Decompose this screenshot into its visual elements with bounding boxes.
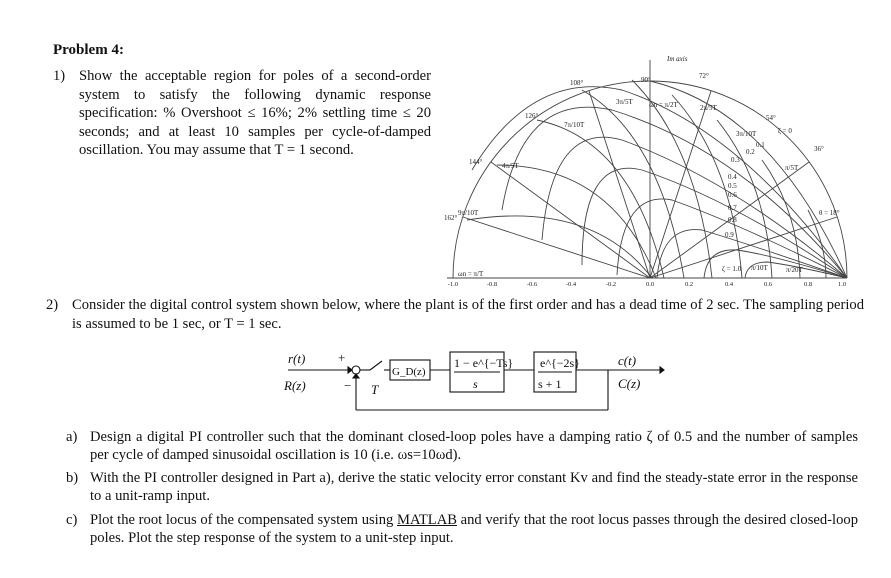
- question-1-text: Show the acceptable region for poles of a second-order system to satisfy the following dynamic response specification: % Overshoot ≤ 16%; 2% settling time ≤ 20 seconds; and at least 10 samples per cycle-of-damped oscillation. You may assume that T = 1 second.: [79, 68, 431, 159]
- plant-numerator: e^{−2s}: [540, 356, 580, 370]
- svg-text:π/20T: π/20T: [786, 266, 803, 274]
- svg-text:4π/5T: 4π/5T: [502, 162, 519, 170]
- svg-text:0.7: 0.7: [728, 204, 737, 212]
- svg-text:0.8: 0.8: [728, 216, 737, 224]
- question-1-number: 1): [53, 68, 66, 84]
- svg-text:7π/10T: 7π/10T: [564, 121, 585, 129]
- plus-sign: +: [338, 350, 346, 365]
- part-b-text: With the PI controller designed in Part a), derive the static velocity error constant Kv and find the steady-state error in the response to a unit-ramp input.: [90, 470, 858, 505]
- svg-text:3π/5T: 3π/5T: [616, 98, 633, 106]
- svg-text:0.2: 0.2: [746, 148, 755, 156]
- svg-text:ωn = π/2T: ωn = π/2T: [649, 101, 678, 109]
- svg-text:-1.0: -1.0: [447, 281, 459, 288]
- svg-text:π/10T: π/10T: [751, 264, 768, 272]
- svg-text:36°: 36°: [814, 145, 824, 153]
- svg-text:θ = 18°: θ = 18°: [819, 209, 840, 217]
- svg-text:54°: 54°: [766, 114, 776, 122]
- output-c-t: c(t): [618, 353, 637, 368]
- part-a-text: Design a digital PI controller such that the dominant closed-loop poles have a damping ratio ζ of 0.5 and the number of samples per cycle of damped sinusoidal oscillation is 10 (i.e. ωs=10ωd).: [90, 429, 858, 464]
- svg-text:90°: 90°: [641, 76, 651, 84]
- part-c-text: Plot the root locus of the compensated system using MATLAB and verify that the root locus passes through the desired closed-loop poles. Plot the step response of the system to a unit-step input.: [90, 512, 858, 547]
- svg-text:0.8: 0.8: [803, 281, 813, 288]
- svg-text:-0.4: -0.4: [565, 281, 577, 288]
- part-c-label: c): [66, 512, 78, 528]
- zplane-loci-chart: [442, 50, 848, 288]
- svg-text:126°: 126°: [525, 112, 539, 120]
- summing-junction: [352, 366, 360, 374]
- output-c-z: C(z): [618, 376, 641, 391]
- sampler-switch: [370, 361, 382, 370]
- minus-sign: −: [344, 378, 352, 393]
- block-diagram: [278, 348, 668, 416]
- part-c: [66, 511, 858, 548]
- svg-text:0.9: 0.9: [725, 231, 734, 239]
- svg-text:ωn = π/T: ωn = π/T: [458, 270, 484, 278]
- svg-text:2π/5T: 2π/5T: [700, 104, 717, 112]
- controller-label: G_D(z): [392, 366, 426, 378]
- svg-text:9π/10T: 9π/10T: [458, 209, 479, 217]
- svg-text:0.6: 0.6: [763, 281, 773, 288]
- axis-label: Im axis: [667, 55, 688, 63]
- svg-text:0.0: 0.0: [645, 281, 655, 288]
- input-r-z: R(z): [284, 378, 306, 393]
- question-1: [53, 67, 431, 160]
- svg-text:0.4: 0.4: [728, 173, 737, 181]
- input-r-t: r(t): [288, 351, 306, 366]
- zoh-numerator: 1 − e^{−Ts}: [454, 356, 514, 370]
- part-b: [66, 469, 858, 506]
- svg-text:162°: 162°: [444, 214, 458, 222]
- question-2-number: 2): [46, 297, 59, 313]
- svg-text:-0.2: -0.2: [605, 281, 617, 288]
- part-a-label: a): [66, 429, 78, 445]
- svg-text:ζ = 0: ζ = 0: [778, 127, 792, 135]
- part-a: [66, 428, 858, 465]
- sampler-label: T: [371, 382, 379, 397]
- svg-text:0.3: 0.3: [731, 156, 740, 164]
- svg-text:0.4: 0.4: [724, 281, 734, 288]
- svg-text:0.6: 0.6: [728, 191, 737, 199]
- x-tick-labels: [448, 281, 846, 288]
- svg-text:0.1: 0.1: [756, 141, 765, 149]
- svg-text:π/5T: π/5T: [785, 164, 799, 172]
- svg-text:ζ = 1.0: ζ = 1.0: [722, 265, 742, 273]
- svg-text:-0.6: -0.6: [526, 281, 538, 288]
- svg-text:3π/10T: 3π/10T: [736, 130, 757, 138]
- problem-title: Problem 4:: [53, 42, 124, 58]
- zoh-denominator: s: [473, 377, 478, 391]
- svg-text:0.5: 0.5: [728, 182, 737, 190]
- svg-text:144°: 144°: [469, 158, 483, 166]
- svg-text:0.2: 0.2: [684, 281, 694, 288]
- question-2: [46, 296, 864, 333]
- matlab-link[interactable]: MATLAB: [396, 512, 457, 528]
- svg-text:108°: 108°: [570, 79, 584, 87]
- part-b-label: b): [66, 470, 79, 486]
- plant-denominator: s + 1: [538, 377, 562, 391]
- svg-text:72°: 72°: [699, 72, 709, 80]
- question-2-text: Consider the digital control system shown below, where the plant is of the first order and has a dead time of 2 sec. The sampling period is assumed to be 1 sec, or T = 1 sec.: [72, 297, 864, 332]
- svg-text:1.0: 1.0: [837, 281, 847, 288]
- svg-text:-0.8: -0.8: [486, 281, 498, 288]
